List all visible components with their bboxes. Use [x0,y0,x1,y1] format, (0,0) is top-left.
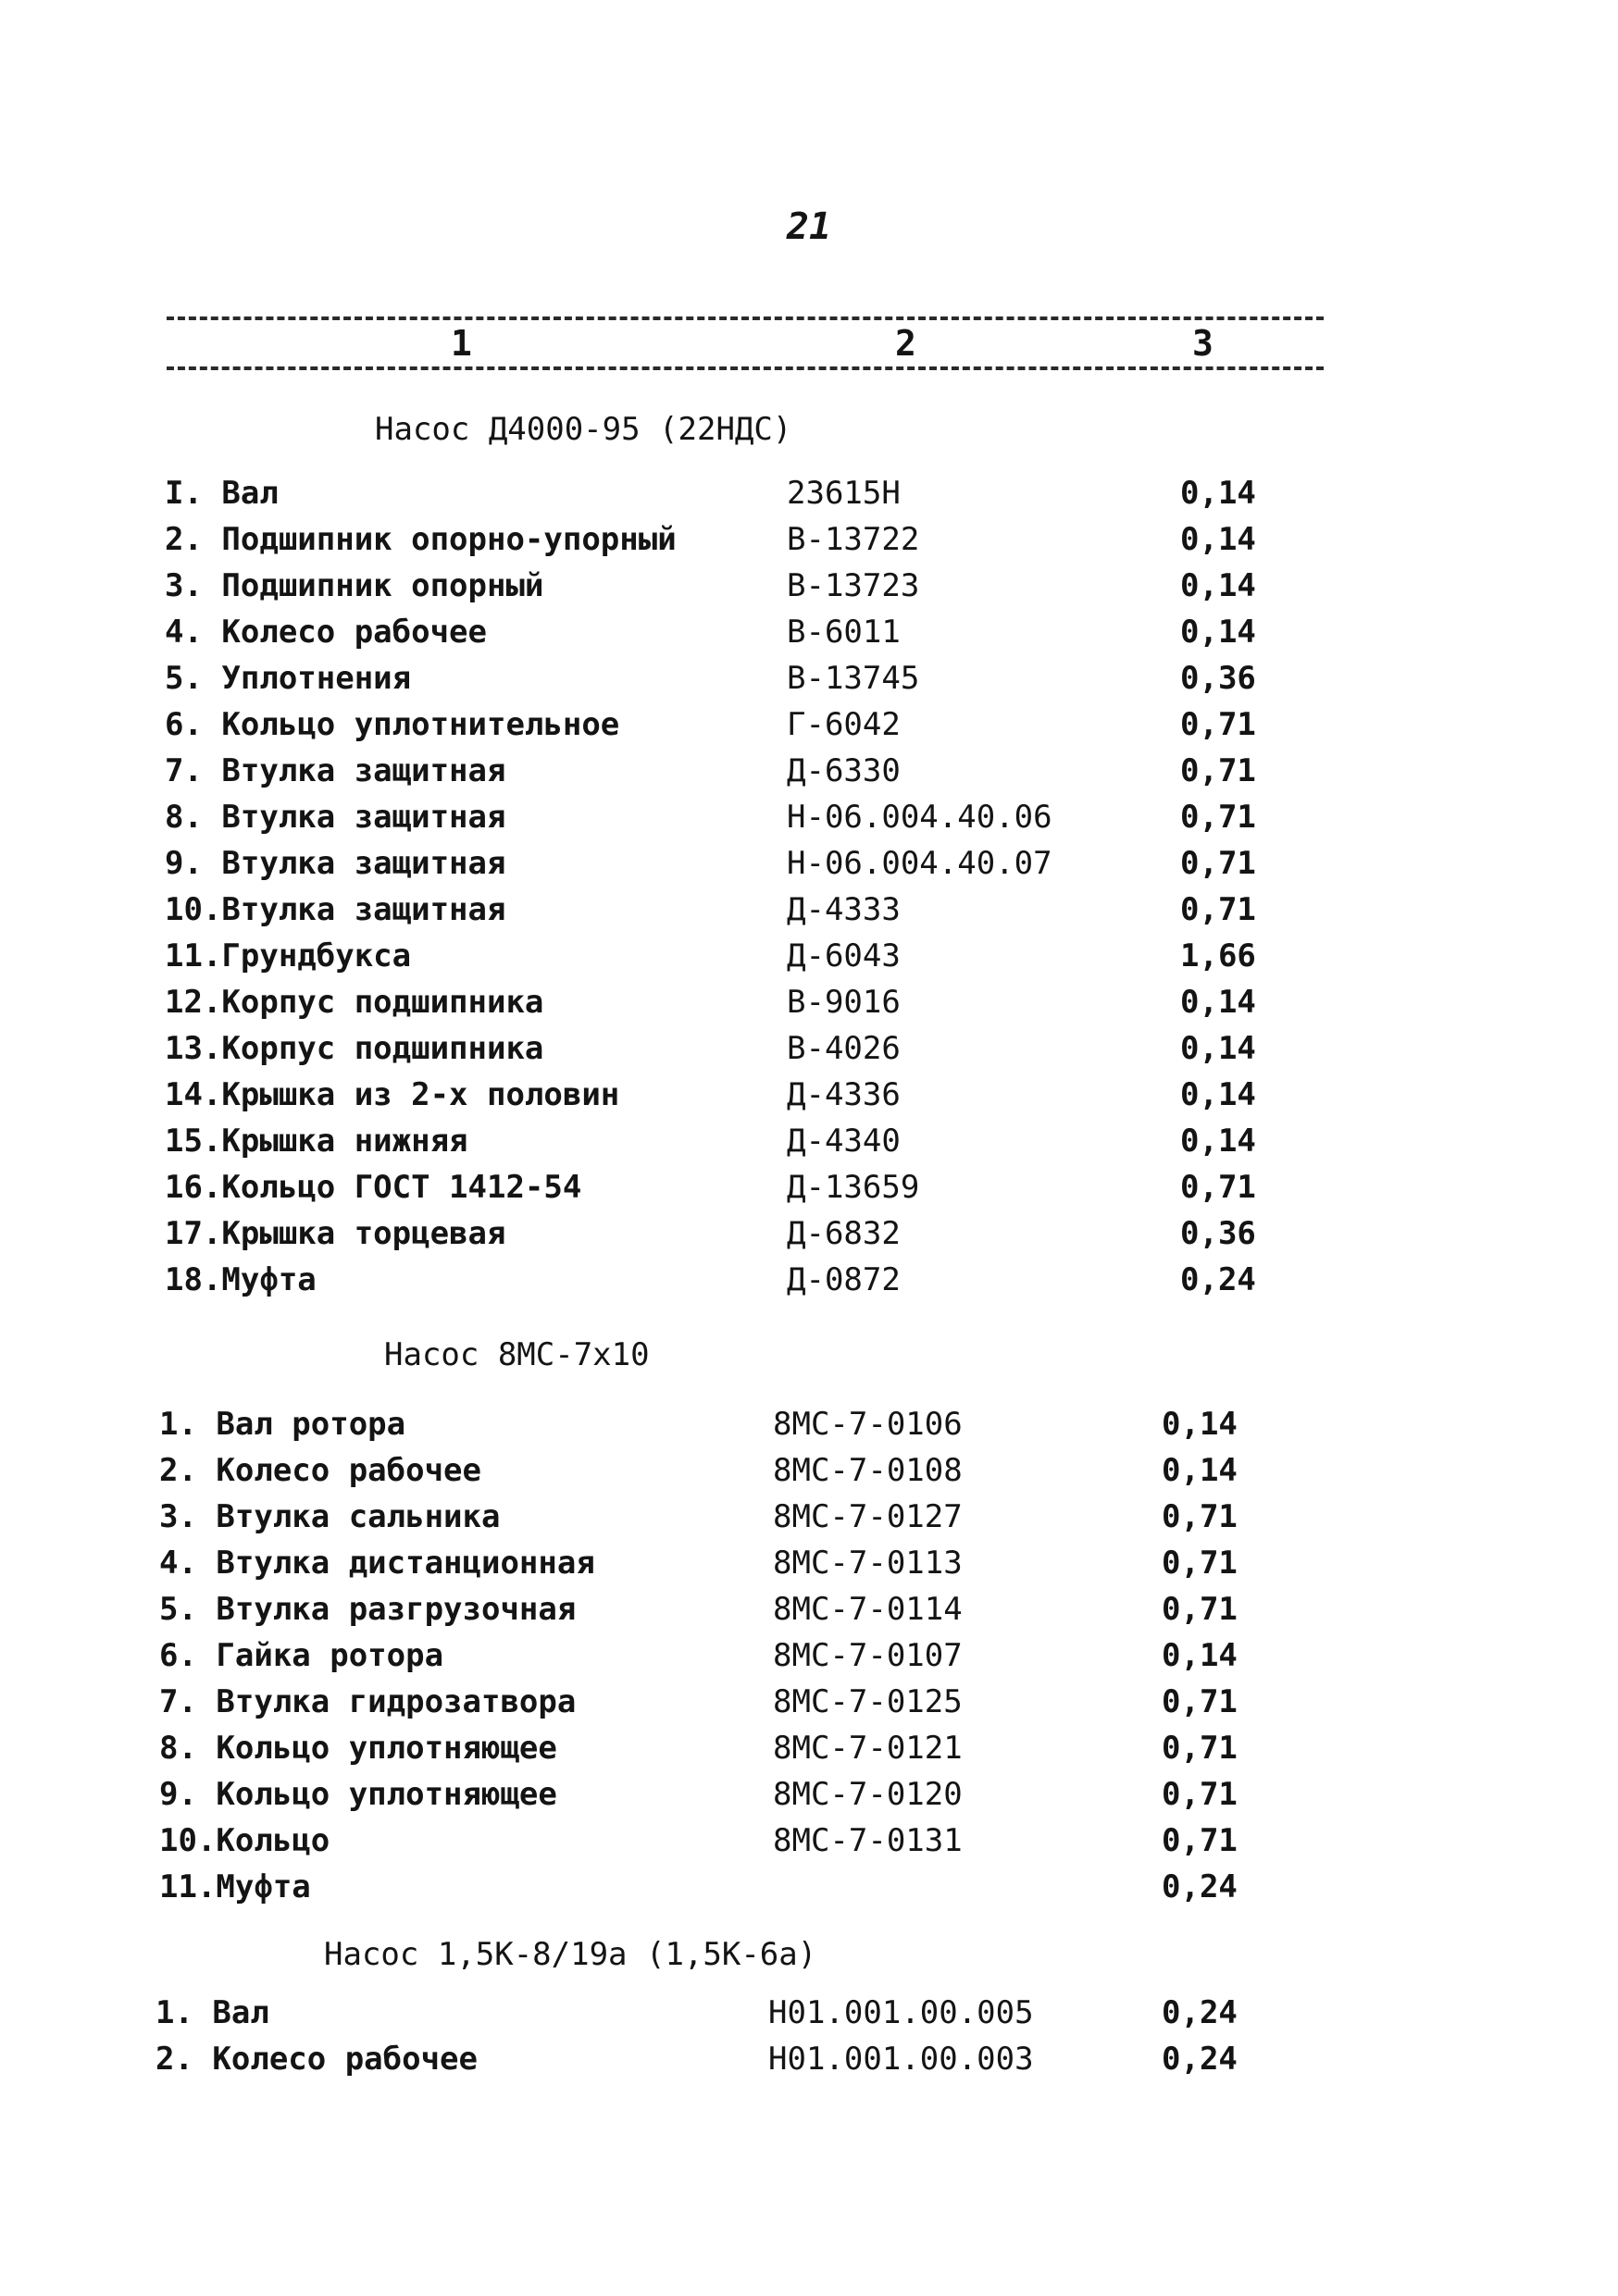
table-row [0,1725,1618,1771]
part-name: 1. Вал ротора [159,1406,406,1443]
part-code: 8МС-7-0106 [773,1406,963,1443]
table-row [0,609,1618,655]
part-code: В-9016 [787,984,901,1021]
table-row [0,1818,1618,1864]
table-row [0,748,1618,794]
part-code: Д-6043 [787,937,901,974]
part-code: Д-4340 [787,1123,901,1160]
part-name: 11.Муфта [159,1868,311,1905]
part-code: 8МС-7-0131 [773,1822,963,1859]
part-value: 0,24 [1162,1868,1238,1905]
part-name: 3. Подшипник опорный [165,567,544,604]
part-name: 9. Втулка защитная [165,845,506,882]
part-value: 0,71 [1162,1545,1238,1582]
part-code: 8МС-7-0114 [773,1591,963,1628]
part-name: 12.Корпус подшипника [165,984,544,1021]
table-row [0,2036,1618,2082]
table-row [0,470,1618,516]
table-row [0,1401,1618,1447]
part-code: 8МС-7-0107 [773,1637,963,1674]
part-code: 8МС-7-0108 [773,1452,963,1489]
part-value: 0,71 [1180,799,1256,836]
table-row [0,794,1618,840]
part-name: 16.Кольцо ГОСТ 1412-54 [165,1169,582,1206]
part-name: 6. Гайка ротора [159,1637,444,1674]
part-value: 0,71 [1180,706,1256,743]
part-name: 6. Кольцо уплотнительное [165,706,620,743]
part-value: 0,14 [1180,475,1256,512]
part-name: 13.Корпус подшипника [165,1030,544,1067]
column-header-3: 3 [1192,323,1214,364]
part-value: 1,66 [1180,937,1256,974]
part-value: 0,14 [1180,521,1256,558]
table-row [0,1025,1618,1072]
part-value: 0,14 [1180,567,1256,604]
table-row [0,563,1618,609]
table-row [0,1210,1618,1257]
part-code: В-13723 [787,567,920,604]
table-row [0,1679,1618,1725]
part-code: Н01.001.00.005 [768,1994,1034,2031]
part-name: 7. Втулка защитная [165,752,506,789]
part-name: 10.Втулка защитная [165,891,506,928]
header-rule-bottom [167,366,1324,370]
table-row [0,655,1618,701]
part-code: В-13745 [787,660,920,697]
table-row [0,701,1618,748]
part-value: 0,71 [1162,1776,1238,1813]
part-name: 17.Крышка торцевая [165,1215,506,1252]
part-value: 0,36 [1180,660,1256,697]
part-value: 0,71 [1180,845,1256,882]
part-name: 4. Втулка дистанционная [159,1545,595,1582]
table-row [0,1164,1618,1210]
table-row [0,1072,1618,1118]
table-row [0,1494,1618,1540]
part-code: 8МС-7-0127 [773,1498,963,1535]
part-code: 8МС-7-0121 [773,1730,963,1767]
table-row [0,1632,1618,1679]
part-code: 8МС-7-0120 [773,1776,963,1813]
part-name: 11.Грундбукса [165,937,412,974]
part-value: 0,71 [1162,1591,1238,1628]
part-code: Н01.001.00.003 [768,2041,1034,2078]
part-value: 0,14 [1180,614,1256,651]
part-value: 0,71 [1162,1683,1238,1720]
table-row [0,1864,1618,1910]
part-value: 0,36 [1180,1215,1256,1252]
part-value: 0,71 [1162,1498,1238,1535]
part-value: 0,71 [1180,752,1256,789]
page-number: 21 [786,205,832,248]
table-row [0,1771,1618,1818]
section-title-8ms: Насос 8МС-7х10 [384,1336,650,1373]
part-code: Д-4336 [787,1076,901,1113]
part-name: 4. Колесо рабочее [165,614,487,651]
part-code: В-13722 [787,521,920,558]
part-code: 8МС-7-0125 [773,1683,963,1720]
table-row [0,1540,1618,1586]
table-row [0,1118,1618,1164]
part-code: Д-0872 [787,1261,901,1298]
table-row [0,979,1618,1025]
table-row [0,933,1618,979]
part-code: Д-13659 [787,1169,920,1206]
part-code: В-4026 [787,1030,901,1067]
part-name: 5. Уплотнения [165,660,412,697]
part-name: 15.Крышка нижняя [165,1123,468,1160]
part-value: 0,14 [1180,1123,1256,1160]
part-value: 0,14 [1180,984,1256,1021]
part-name: I. Вал [165,475,279,512]
table-row [0,1257,1618,1303]
part-code: Д-4333 [787,891,901,928]
part-value: 0,14 [1180,1030,1256,1067]
section-title-15k: Насос 1,5К-8/19а (1,5К-6а) [324,1936,817,1973]
part-name: 2. Колесо рабочее [159,1452,481,1489]
part-code: Г-6042 [787,706,901,743]
part-value: 0,14 [1162,1406,1238,1443]
part-value: 0,71 [1162,1822,1238,1859]
part-value: 0,24 [1162,2041,1238,2078]
part-value: 0,71 [1180,891,1256,928]
part-name: 14.Крышка из 2-х половин [165,1076,620,1113]
part-name: 9. Кольцо уплотняющее [159,1776,557,1813]
column-header-2: 2 [895,323,916,364]
part-value: 0,71 [1162,1730,1238,1767]
table-row [0,1586,1618,1632]
section-title-d4000: Насос Д4000-95 (22НДС) [375,411,792,448]
part-code: Д-6330 [787,752,901,789]
part-value: 0,14 [1162,1452,1238,1489]
part-code: Д-6832 [787,1215,901,1252]
column-header-1: 1 [451,323,472,364]
table-row [0,516,1618,563]
part-value: 0,14 [1180,1076,1256,1113]
part-name: 18.Муфта [165,1261,317,1298]
part-value: 0,24 [1180,1261,1256,1298]
part-code: Н-06.004.40.07 [787,845,1052,882]
part-name: 2. Подшипник опорно-упорный [165,521,677,558]
table-row [0,887,1618,933]
part-code: Н-06.004.40.06 [787,799,1052,836]
part-name: 3. Втулка сальника [159,1498,501,1535]
part-code: 8МС-7-0113 [773,1545,963,1582]
part-name: 8. Втулка защитная [165,799,506,836]
part-name: 1. Вал [156,1994,269,2031]
part-value: 0,24 [1162,1994,1238,2031]
part-name: 7. Втулка гидрозатвора [159,1683,577,1720]
table-row [0,1447,1618,1494]
part-code: В-6011 [787,614,901,651]
part-value: 0,71 [1180,1169,1256,1206]
part-value: 0,14 [1162,1637,1238,1674]
part-code: 23615Н [787,475,901,512]
table-row [0,840,1618,887]
part-name: 5. Втулка разгрузочная [159,1591,577,1628]
table-row [0,1990,1618,2036]
part-name: 2. Колесо рабочее [156,2041,478,2078]
part-name: 10.Кольцо [159,1822,330,1859]
part-name: 8. Кольцо уплотняющее [159,1730,557,1767]
header-rule-top [167,316,1324,320]
